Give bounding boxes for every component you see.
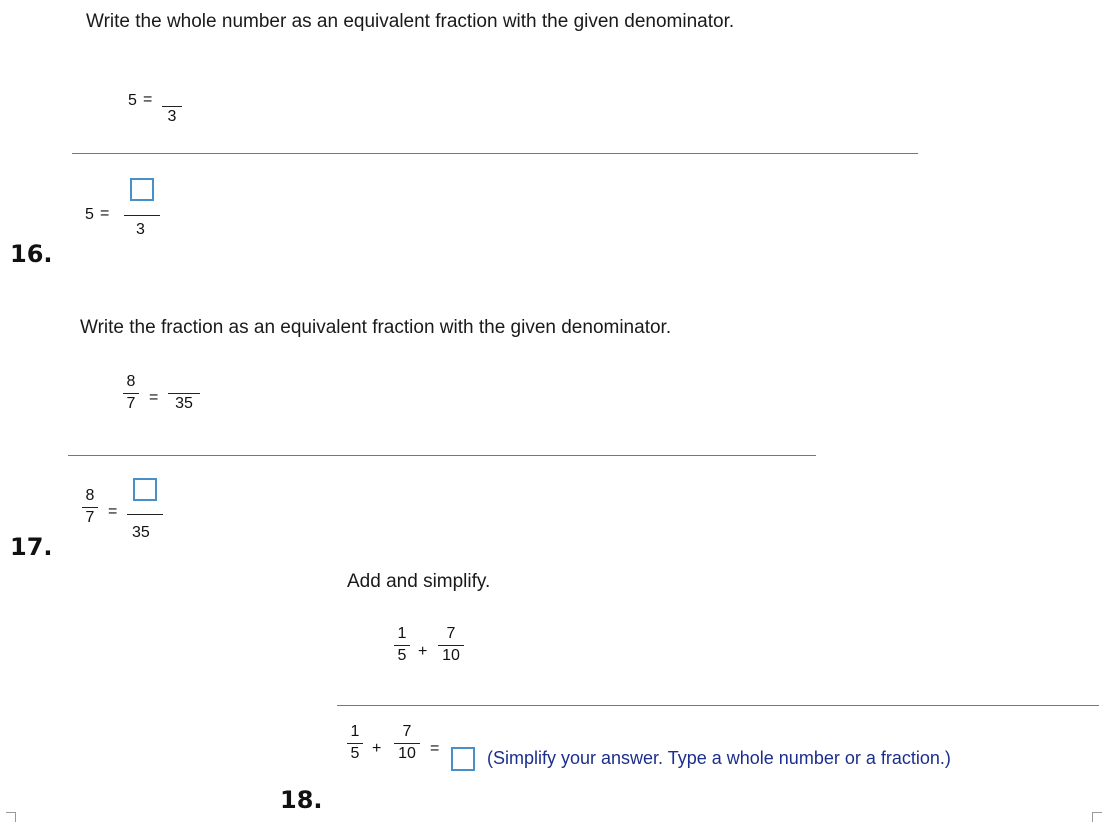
q18-answer-fraction-1 [347, 724, 363, 762]
q16-number: 16. [10, 240, 53, 268]
q17-problem-numerator: 8 [126, 373, 136, 390]
q16-fraction-bar [124, 215, 160, 216]
q18-answer-fraction-2 [394, 724, 420, 762]
q17-instruction: Write the fraction as an equivalent fraction with the given denominator. [80, 317, 672, 338]
q16-problem-fraction [162, 87, 182, 125]
page-corner-left-mark [6, 812, 16, 822]
q18-problem-frac2-numerator: 7 [446, 625, 456, 642]
q18-problem-frac2-denominator: 10 [442, 647, 460, 664]
q18-problem-frac1-numerator: 1 [397, 625, 407, 642]
q17-problem-right-fraction [168, 374, 200, 412]
q18-number: 18. [280, 786, 323, 814]
q16-answer-denominator: 3 [136, 221, 145, 238]
q16-equals: = [143, 91, 153, 108]
q18-answer-equals: = [430, 740, 440, 757]
q16-whole: 5 [128, 92, 137, 109]
q18-answer-plus: + [372, 740, 382, 757]
q16-numerator-input[interactable] [130, 178, 154, 201]
q18-problem-plus: + [418, 643, 428, 660]
q17-problem-left-fraction [123, 374, 139, 412]
q17-answer-left-fraction [82, 488, 98, 526]
q17-problem-equals: = [149, 389, 159, 406]
q17-answer-denominator: 7 [85, 509, 95, 526]
q17-number: 17. [10, 533, 53, 561]
q17-answer-equals: = [108, 503, 118, 520]
q16-problem-denominator: 3 [167, 108, 177, 125]
q17-separator [68, 455, 816, 456]
q18-instruction: Add and simplify. [347, 571, 491, 592]
q17-numerator-input[interactable] [133, 478, 157, 501]
q18-hint: (Simplify your answer. Type a whole number or a fraction.) [487, 748, 951, 768]
q16-answer-equals: = [100, 205, 110, 222]
q16-separator [72, 153, 918, 154]
q17-answer-target-denominator: 35 [132, 524, 150, 541]
q16-instruction: Write the whole number as an equivalent fraction with the given denominator. [86, 11, 735, 32]
page-corner-right-mark [1092, 812, 1102, 822]
q17-fraction-bar [127, 514, 163, 515]
q18-answer-frac2-numerator: 7 [402, 723, 412, 740]
q17-problem-denominator: 7 [126, 395, 136, 412]
q18-answer-frac2-denominator: 10 [398, 745, 416, 762]
q18-separator [337, 705, 1099, 706]
q18-answer-frac1-denominator: 5 [350, 745, 360, 762]
q16-answer-whole: 5 [85, 206, 94, 223]
q18-answer-input[interactable] [451, 747, 475, 771]
q18-answer-frac1-numerator: 1 [350, 723, 360, 740]
q17-problem-target-denominator: 35 [175, 395, 193, 412]
q17-answer-numerator: 8 [85, 487, 95, 504]
q18-problem-fraction-1 [394, 626, 410, 664]
q18-problem-fraction-2 [438, 626, 464, 664]
q18-problem-frac1-denominator: 5 [397, 647, 407, 664]
